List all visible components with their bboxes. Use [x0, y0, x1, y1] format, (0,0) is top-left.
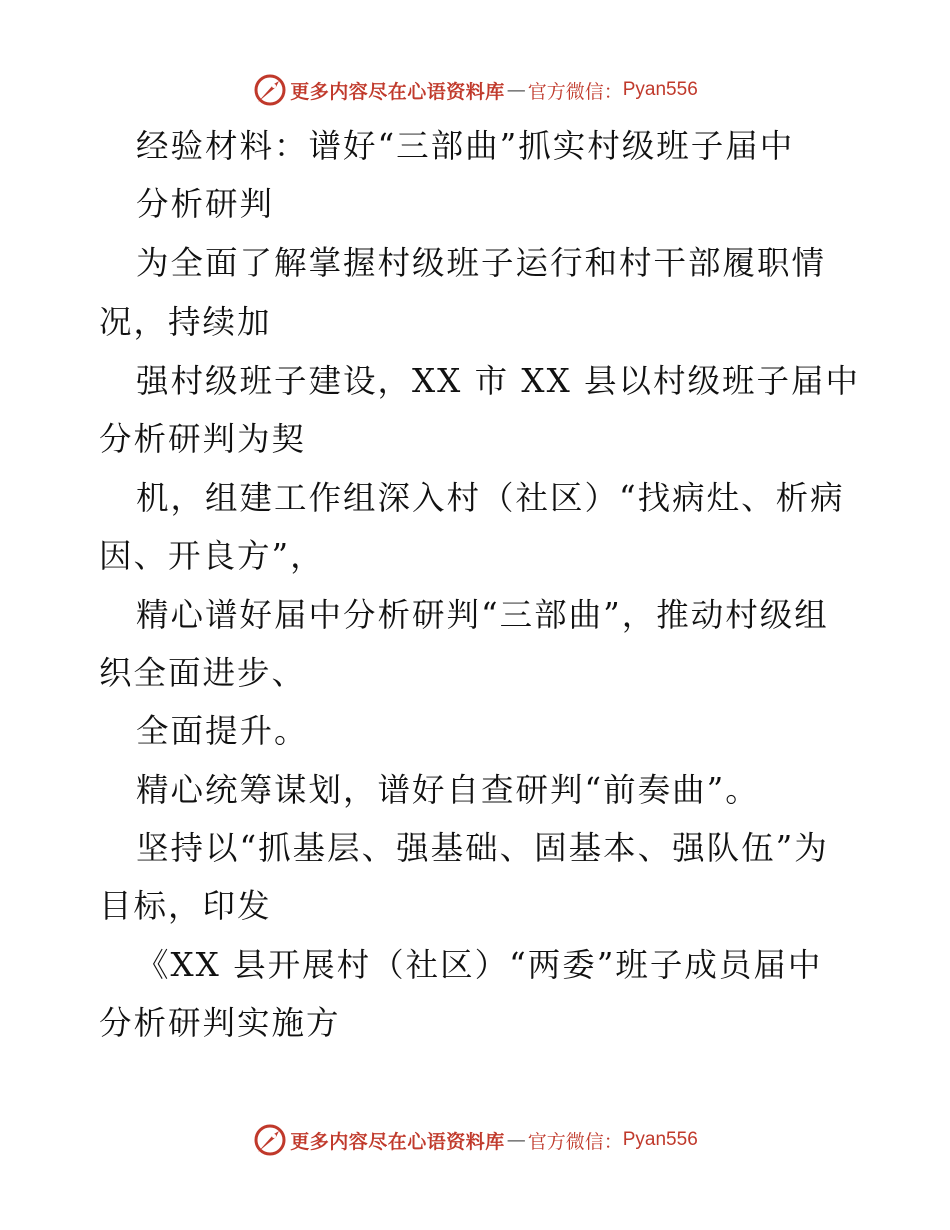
text-line: 分析研判为契 [99, 420, 307, 458]
footer-wechat-label: 官方微信： [527, 1130, 623, 1153]
footer-dash: — [506, 1129, 526, 1151]
header-dash: — [506, 79, 526, 101]
header-promo-text: 更多内容尽在心语资料库 [290, 80, 505, 103]
pen-logo-icon [252, 1122, 288, 1158]
text-line: 精心谱好届中分析研判“三部曲”，推动村级组 [136, 596, 829, 634]
text-line: 《XX 县开展村（社区）“两委”班子成员届中 [136, 946, 823, 984]
footer-banner [0, 1120, 950, 1160]
footer-wechat-id: Pyan556 [622, 1129, 698, 1150]
text-line: 全面提升。 [136, 712, 309, 750]
text-line: 分析研判实施方 [99, 1004, 341, 1042]
text-line: 坚持以“抓基层、强基础、固基本、强队伍”为 [136, 829, 829, 867]
header-wechat-label: 官方微信： [527, 80, 623, 103]
document-title-line-2: 分析研判 [136, 185, 275, 223]
text-line: 精心统筹谋划，谱好自查研判“前奏曲”。 [136, 771, 760, 809]
header-wechat-id: Pyan556 [622, 79, 698, 100]
text-line: 为全面了解掌握村级班子运行和村干部履职情 [136, 244, 827, 282]
text-line: 因、开良方”， [99, 537, 325, 575]
text-line: 目标，印发 [99, 887, 272, 925]
footer-promo-text: 更多内容尽在心语资料库 [290, 1130, 505, 1153]
text-line: 机，组建工作组深入村（社区）“找病灶、析病 [136, 479, 845, 517]
document-title-line-1: 经验材料：谱好“三部曲”抓实村级班子届中 [136, 127, 795, 165]
text-line: 织全面进步、 [99, 654, 307, 692]
text-line: 况，持续加 [99, 303, 272, 341]
text-line: 强村级班子建设，XX 市 XX 县以村级班子届中 [136, 362, 861, 400]
